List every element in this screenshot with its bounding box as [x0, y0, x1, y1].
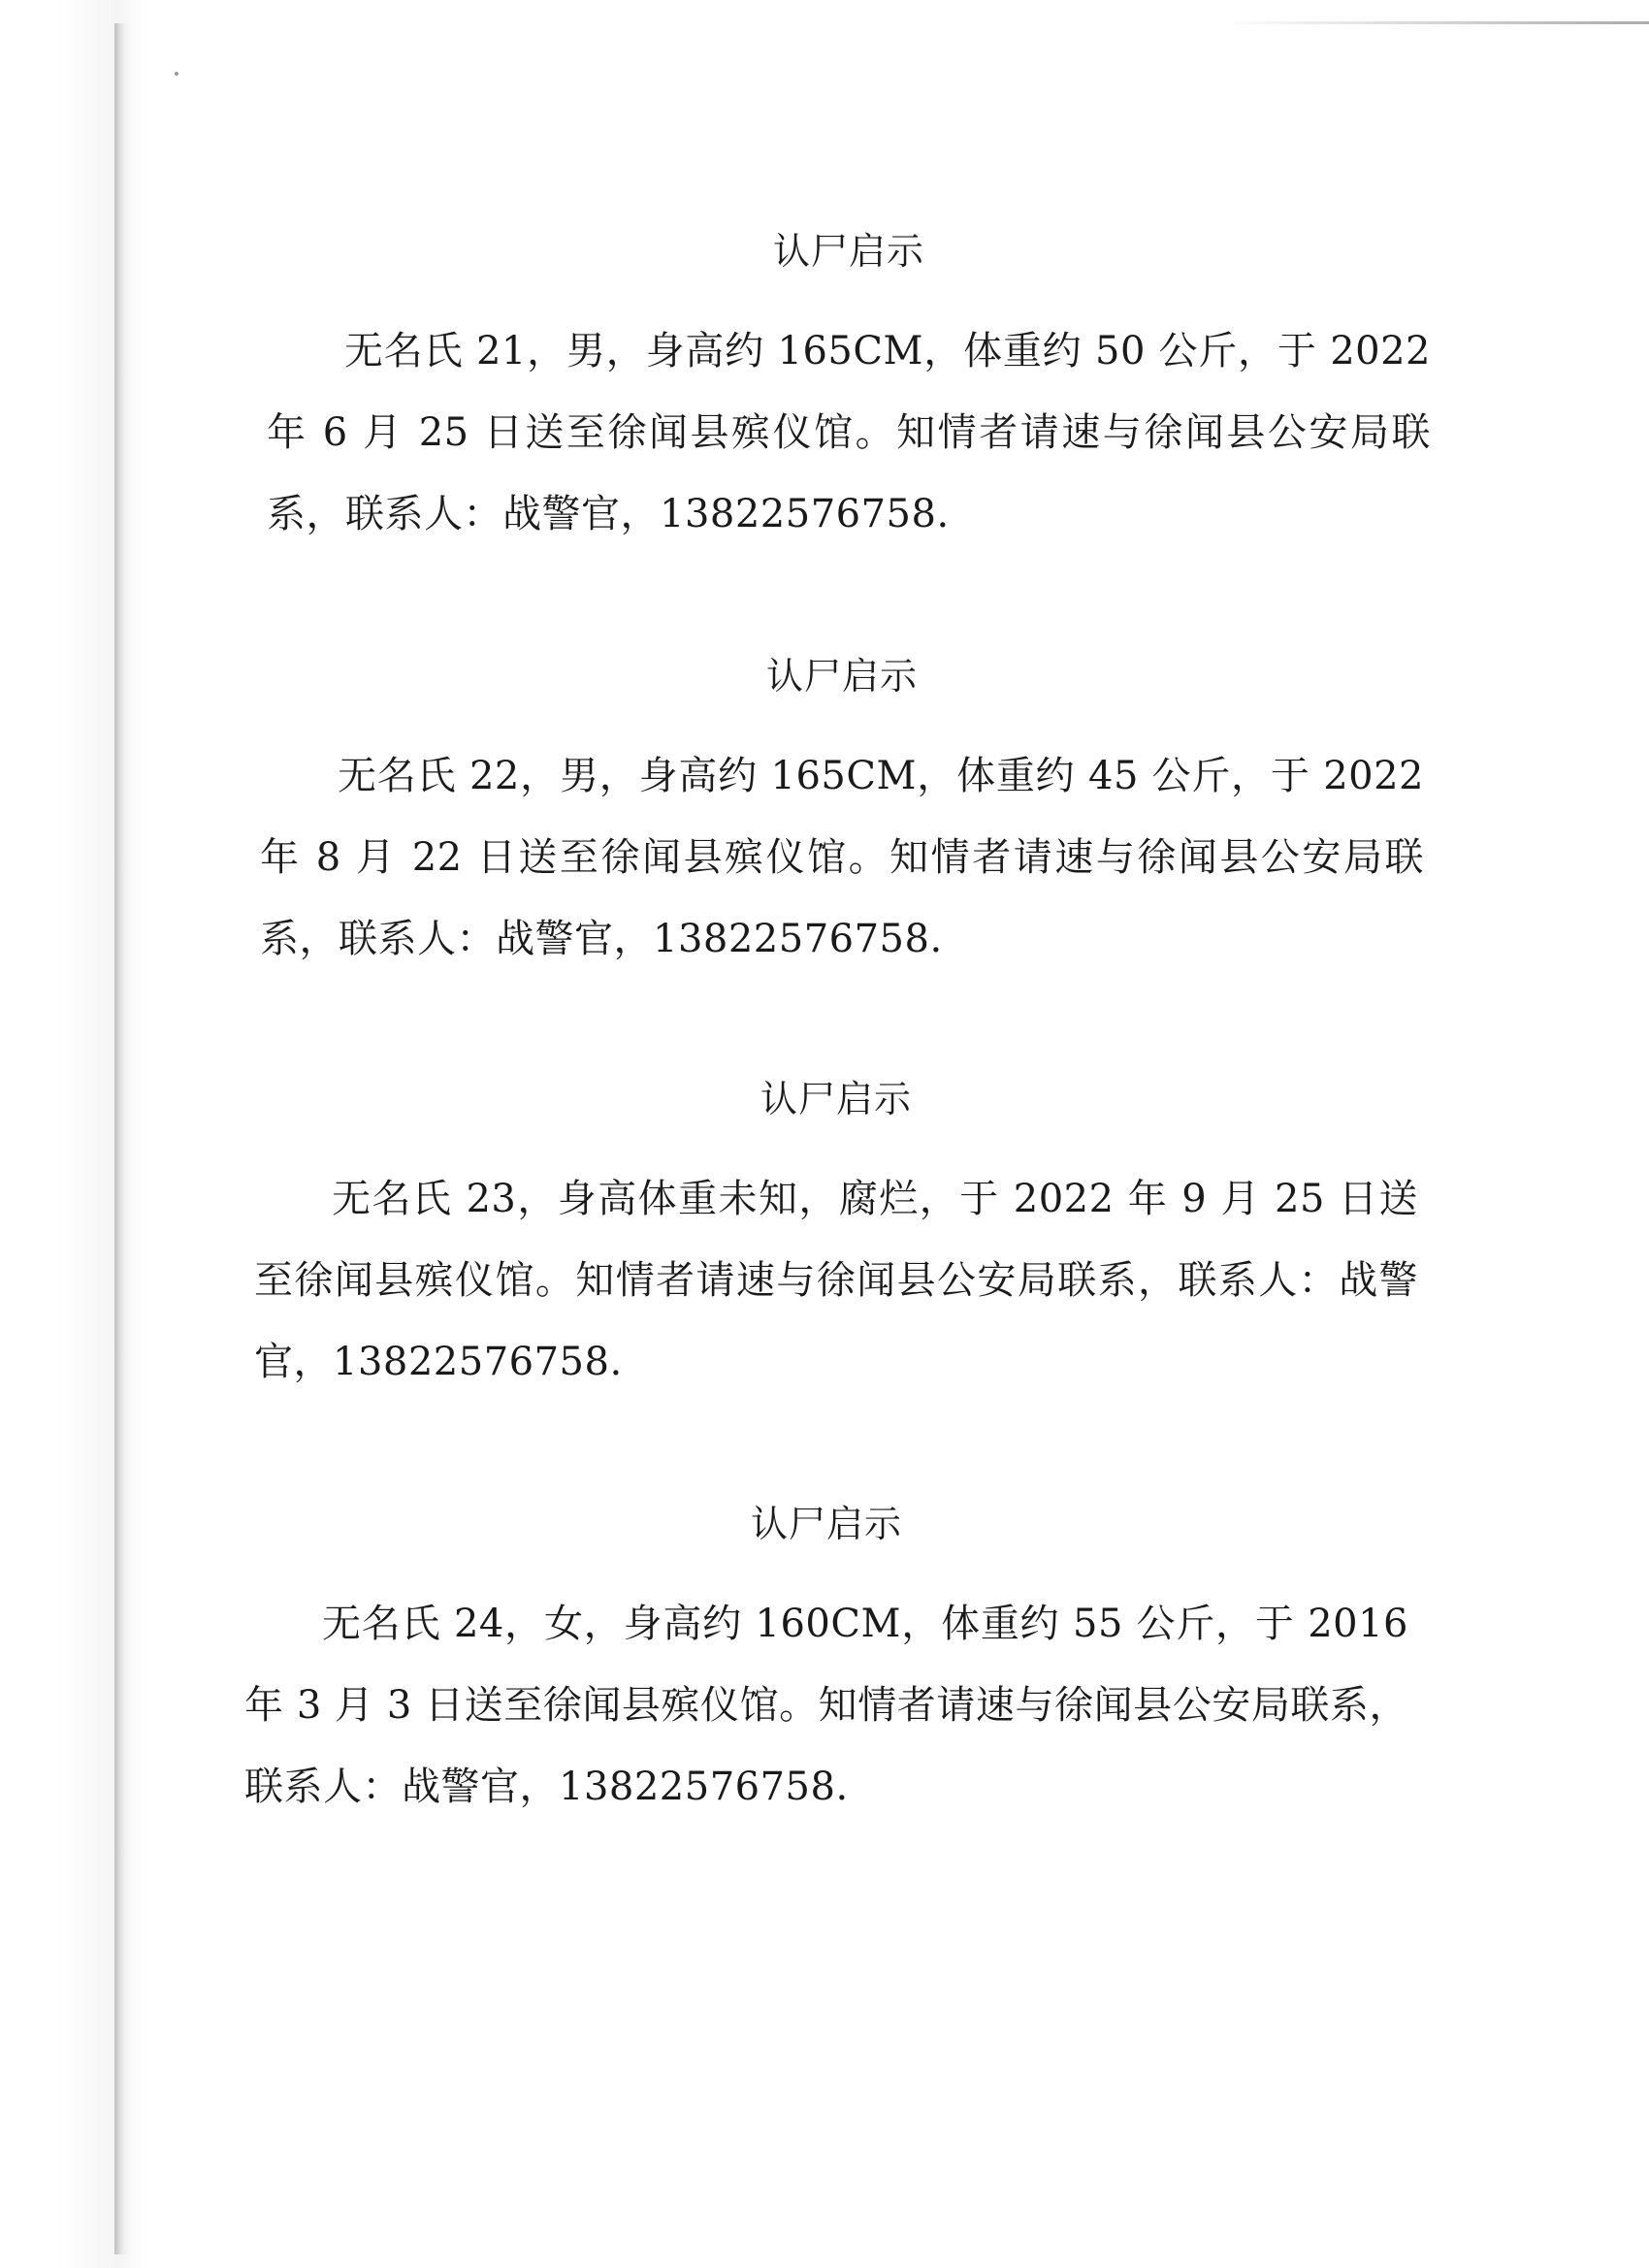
scan-shadow [58, 0, 146, 2268]
scan-speck [175, 72, 178, 76]
notice-block [244, 1503, 1408, 1828]
notice-block [260, 655, 1424, 980]
notice-block [267, 230, 1431, 555]
notice-body: 无名氏 21，男，身高约 165CM，体重约 50 公斤，于 2022 年 6 月 25 日送至徐闻县殡仪馆。知情者请速与徐闻县公安局联系，联系人：战警官，13822576758. [267, 329, 1431, 536]
notice-title: 认尸启示 [760, 1078, 912, 1120]
scan-edge-top [1222, 21, 1649, 24]
notice-title: 认尸启示 [750, 1503, 902, 1545]
scan-edge-left [114, 23, 130, 2254]
notice-title: 认尸启示 [772, 230, 924, 273]
notice-body: 无名氏 23，身高体重未知，腐烂，于 2022 年 9 月 25 日送至徐闻县殡仪馆。知情者请速与徐闻县公安局联系，联系人：战警官，13822576758. [254, 1177, 1418, 1384]
notice-body: 无名氏 24，女，身高约 160CM，体重约 55 公斤，于 2016 年 3 月 3 日送至徐闻县殡仪馆。知情者请速与徐闻县公安局联系，联系人：战警官，13822576758. [244, 1602, 1408, 1809]
notice-body: 无名氏 22，男，身高约 165CM，体重约 45 公斤，于 2022 年 8 月 22 日送至徐闻县殡仪馆。知情者请速与徐闻县公安局联系，联系人：战警官，13822576758. [260, 754, 1424, 961]
notice-block [254, 1078, 1418, 1403]
notice-title: 认尸启示 [765, 655, 918, 697]
